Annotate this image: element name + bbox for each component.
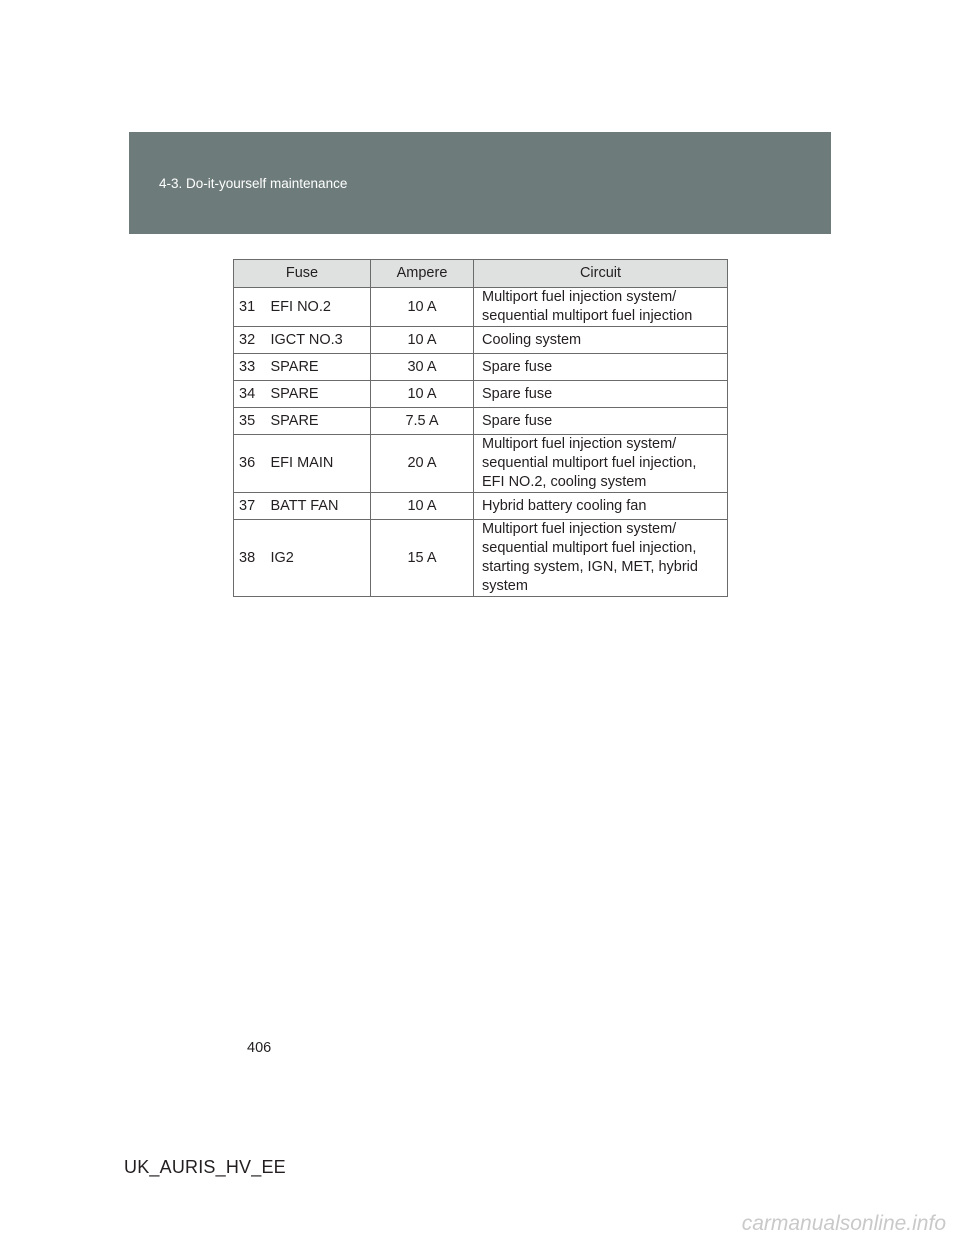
column-header-fuse: Fuse xyxy=(234,260,371,288)
fuse-number: 34 xyxy=(234,381,265,408)
footer-watermark-url: carmanualsonline.info xyxy=(741,1212,946,1235)
circuit-line: sequential multiport fuel injection, xyxy=(482,455,697,471)
column-header-ampere: Ampere xyxy=(371,260,474,288)
fuse-table xyxy=(233,259,728,597)
table-row xyxy=(234,435,728,493)
fuse-circuit xyxy=(474,381,728,408)
fuse-circuit xyxy=(474,520,728,597)
fuse-circuit xyxy=(474,493,728,520)
circuit-line: Spare fuse xyxy=(482,412,553,429)
fuse-circuit xyxy=(474,327,728,354)
section-header-band xyxy=(129,132,831,234)
circuit-line: system xyxy=(482,578,528,594)
fuse-number: 35 xyxy=(234,408,265,435)
column-header-circuit: Circuit xyxy=(474,260,728,288)
fuse-name: SPARE xyxy=(265,354,371,381)
fuse-ampere: 15 A xyxy=(371,520,474,597)
fuse-number: 31 xyxy=(234,288,265,327)
fuse-number: 32 xyxy=(234,327,265,354)
fuse-circuit xyxy=(474,288,728,327)
circuit-line: Cooling system xyxy=(482,331,582,348)
circuit-line: Multiport fuel injection system/ xyxy=(482,436,677,452)
table-row xyxy=(234,288,728,327)
fuse-name: EFI MAIN xyxy=(265,435,371,493)
circuit-line: Hybrid battery cooling fan xyxy=(482,497,647,514)
fuse-name: SPARE xyxy=(265,408,371,435)
fuse-number: 36 xyxy=(234,435,265,493)
circuit-line: sequential multiport fuel injection xyxy=(482,308,693,324)
fuse-circuit xyxy=(474,435,728,493)
table-row xyxy=(234,381,728,408)
circuit-line: Multiport fuel injection system/ xyxy=(482,289,677,305)
table-row xyxy=(234,327,728,354)
table-header-row xyxy=(234,260,728,288)
fuse-ampere: 30 A xyxy=(371,354,474,381)
fuse-name: IG2 xyxy=(265,520,371,597)
fuse-circuit xyxy=(474,408,728,435)
table-row xyxy=(234,493,728,520)
fuse-name: SPARE xyxy=(265,381,371,408)
circuit-line: Multiport fuel injection system/ xyxy=(482,521,677,537)
fuse-name: BATT FAN xyxy=(265,493,371,520)
fuse-ampere: 7.5 A xyxy=(371,408,474,435)
circuit-line: Spare fuse xyxy=(482,358,553,375)
fuse-ampere: 10 A xyxy=(371,288,474,327)
page-number: 406 xyxy=(247,1040,272,1056)
fuse-ampere: 10 A xyxy=(371,327,474,354)
fuse-number: 38 xyxy=(234,520,265,597)
circuit-line: sequential multiport fuel injection, xyxy=(482,540,697,556)
fuse-ampere: 20 A xyxy=(371,435,474,493)
fuse-ampere: 10 A xyxy=(371,493,474,520)
fuse-name: IGCT NO.3 xyxy=(265,327,371,354)
section-title: 4-3. Do-it-yourself maintenance xyxy=(159,176,348,191)
fuse-number: 37 xyxy=(234,493,265,520)
table-row xyxy=(234,520,728,597)
document-code: UK_AURIS_HV_EE xyxy=(124,1157,286,1177)
table-row xyxy=(234,408,728,435)
table-row xyxy=(234,354,728,381)
fuse-number: 33 xyxy=(234,354,265,381)
circuit-line: starting system, IGN, MET, hybrid xyxy=(482,559,698,575)
fuse-name: EFI NO.2 xyxy=(265,288,371,327)
fuse-circuit xyxy=(474,354,728,381)
circuit-line: Spare fuse xyxy=(482,385,553,402)
circuit-line: EFI NO.2, cooling system xyxy=(482,474,647,490)
fuse-ampere: 10 A xyxy=(371,381,474,408)
